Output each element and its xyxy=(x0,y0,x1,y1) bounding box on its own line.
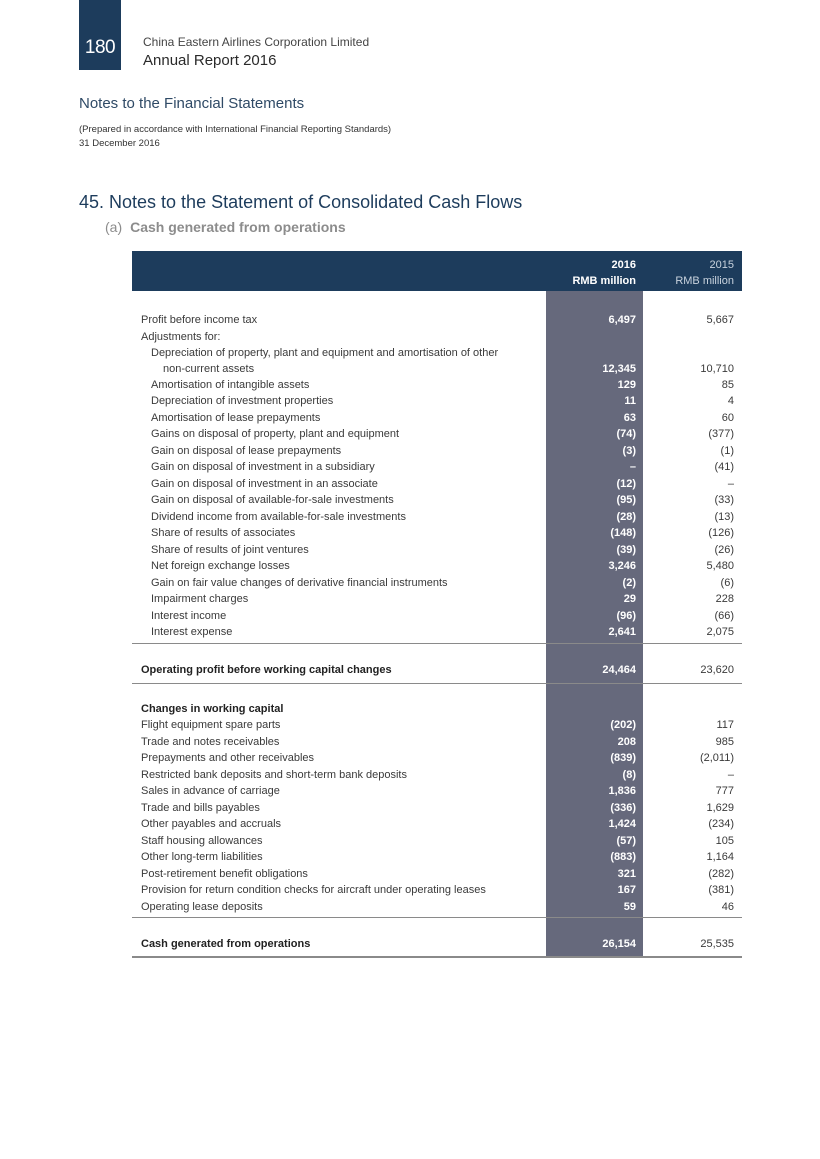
value-2016: 2,641 xyxy=(608,626,636,638)
table-row xyxy=(132,445,742,461)
value-2016: 24,464 xyxy=(602,664,636,676)
value-2015: 5,667 xyxy=(706,314,734,326)
row-label: Share of results of associates xyxy=(151,527,296,539)
value-2016: 11 xyxy=(624,395,636,407)
table-row xyxy=(132,901,742,917)
table-row xyxy=(132,938,742,954)
row-label: Restricted bank deposits and short-term bank deposits xyxy=(141,769,407,781)
table-row xyxy=(132,461,742,477)
statement-date: 31 December 2016 xyxy=(79,138,160,149)
table-row xyxy=(132,752,742,768)
row-label: Gain on disposal of investment in an associate xyxy=(151,478,378,490)
row-label: Other payables and accruals xyxy=(141,818,282,830)
row-label: non-current assets xyxy=(163,363,255,375)
table-row xyxy=(132,544,742,560)
value-2016: (202) xyxy=(610,719,636,731)
value-2016: (148) xyxy=(610,527,636,539)
row-label: Profit before income tax xyxy=(141,314,258,326)
value-2015: 777 xyxy=(715,785,734,797)
col-header-2015: 2015 xyxy=(709,259,734,271)
value-2015: 2,075 xyxy=(706,626,734,638)
value-2015: (2,011) xyxy=(699,752,734,764)
table-row xyxy=(132,818,742,834)
col-unit-2016: RMB million xyxy=(572,275,636,287)
value-2016: 26,154 xyxy=(602,938,636,950)
value-2015: 85 xyxy=(721,379,734,391)
value-2016: (57) xyxy=(616,835,636,847)
row-label: Gain on disposal of lease prepayments xyxy=(151,445,342,457)
value-2015: 1,629 xyxy=(706,802,734,814)
row-label: Net foreign exchange losses xyxy=(151,560,290,572)
row-label: Changes in working capital xyxy=(141,703,284,715)
row-label: Dividend income from available-for-sale investments xyxy=(151,511,406,523)
table-row xyxy=(132,610,742,626)
value-2015: (1) xyxy=(720,445,734,457)
prepared-note: (Prepared in accordance with International Financial Reporting Standards) xyxy=(79,124,392,135)
table-row xyxy=(132,626,742,642)
value-2016: 12,345 xyxy=(602,363,636,375)
col-unit-2015: RMB million xyxy=(675,275,734,287)
row-label: Operating lease deposits xyxy=(141,901,263,913)
table-row xyxy=(132,884,742,900)
value-2016: (336) xyxy=(610,802,636,814)
value-2016: 208 xyxy=(617,736,636,748)
row-label: Flight equipment spare parts xyxy=(141,719,281,731)
table-row xyxy=(132,395,742,411)
row-label: Post-retirement benefit obligations xyxy=(141,868,308,880)
value-2015: (26) xyxy=(714,544,734,556)
row-label: Other long-term liabilities xyxy=(141,851,263,863)
table-row xyxy=(132,511,742,527)
row-label: Trade and notes receivables xyxy=(141,736,280,748)
table-row xyxy=(132,560,742,576)
row-label: Gain on fair value changes of derivative financial instruments xyxy=(151,577,448,589)
table-row xyxy=(132,664,742,680)
value-2016: 129 xyxy=(617,379,636,391)
table-row xyxy=(132,428,742,444)
table-row xyxy=(132,769,742,785)
table-row xyxy=(132,785,742,801)
value-2016: 321 xyxy=(617,868,636,880)
value-2016: 1,836 xyxy=(608,785,636,797)
table-row xyxy=(132,703,742,719)
row-label: Depreciation of investment properties xyxy=(151,395,334,407)
value-2016: (12) xyxy=(616,478,636,490)
value-2015: (66) xyxy=(714,610,734,622)
value-2015: 25,535 xyxy=(700,938,734,950)
note-subtitle xyxy=(105,219,346,235)
page-number: 180 xyxy=(79,0,121,70)
table-row xyxy=(132,593,742,609)
value-2016: (39) xyxy=(616,544,636,556)
value-2015: – xyxy=(727,769,734,781)
value-2015: 985 xyxy=(715,736,734,748)
row-label: Gains on disposal of property, plant and equipment xyxy=(151,428,400,440)
value-2015: – xyxy=(727,478,734,490)
table-row xyxy=(132,347,742,363)
value-2015: (282) xyxy=(708,868,734,880)
row-label: Share of results of joint ventures xyxy=(151,544,309,556)
value-2016: 1,424 xyxy=(608,818,636,830)
value-2016: – xyxy=(629,461,636,473)
col-header-2016: 2016 xyxy=(611,259,636,271)
section-title: Notes to the Financial Statements xyxy=(79,95,305,112)
subtitle-letter: (a) xyxy=(105,219,123,235)
row-label: Depreciation of property, plant and equipment and amortisation of other xyxy=(151,347,499,359)
table-row xyxy=(132,802,742,818)
value-2016: 3,246 xyxy=(608,560,636,572)
value-2015: (13) xyxy=(714,511,734,523)
value-2015: 23,620 xyxy=(700,664,734,676)
row-label: Staff housing allowances xyxy=(141,835,263,847)
value-2016: (839) xyxy=(610,752,636,764)
table-row xyxy=(132,363,742,379)
row-label: Interest expense xyxy=(151,626,233,638)
value-2015: (33) xyxy=(714,494,734,506)
table-row xyxy=(132,379,742,395)
value-2015: 117 xyxy=(716,719,734,731)
table-row xyxy=(132,577,742,593)
note-title: 45. Notes to the Statement of Consolidated Cash Flows xyxy=(79,192,523,212)
value-2016: (74) xyxy=(616,428,636,440)
value-2015: (234) xyxy=(708,818,734,830)
table-row xyxy=(132,719,742,735)
value-2016: (95) xyxy=(616,494,636,506)
row-label: Provision for return condition checks for aircraft under operating leases xyxy=(141,884,486,896)
cash-flow-table xyxy=(132,251,742,961)
value-2015: 4 xyxy=(727,395,734,407)
row-label: Amortisation of intangible assets xyxy=(151,379,310,391)
value-2015: 10,710 xyxy=(700,363,734,375)
working-capital-rule xyxy=(132,917,742,918)
value-2016: (3) xyxy=(622,445,636,457)
value-2015: 60 xyxy=(721,412,734,424)
value-2016: 6,497 xyxy=(608,314,636,326)
value-2015: (126) xyxy=(708,527,734,539)
subtitle-text: Cash generated from operations xyxy=(130,219,346,235)
value-2016: 167 xyxy=(617,884,636,896)
row-label: Amortisation of lease prepayments xyxy=(151,412,321,424)
value-2016: (8) xyxy=(622,769,636,781)
value-2015: (6) xyxy=(720,577,734,589)
row-label: Gain on disposal of investment in a subsidiary xyxy=(151,461,375,473)
table-row xyxy=(132,314,742,330)
value-2015: 5,480 xyxy=(706,560,734,572)
value-2015: (41) xyxy=(714,461,734,473)
table-row xyxy=(132,868,742,884)
value-2016: (2) xyxy=(622,577,636,589)
value-2015: (381) xyxy=(708,884,734,896)
table-row xyxy=(132,835,742,851)
row-label: Impairment charges xyxy=(151,593,249,605)
value-2016: 59 xyxy=(623,901,636,913)
report-title: Annual Report 2016 xyxy=(143,52,277,69)
table-row xyxy=(132,527,742,543)
value-2015: 1,164 xyxy=(706,851,734,863)
row-label: Sales in advance of carriage xyxy=(141,785,280,797)
value-2016: (96) xyxy=(616,610,636,622)
table-row xyxy=(132,412,742,428)
row-label: Operating profit before working capital changes xyxy=(141,664,392,676)
subtotal-rule xyxy=(132,643,742,644)
value-2015: 105 xyxy=(715,835,734,847)
row-label: Trade and bills payables xyxy=(141,802,260,814)
row-label: Gain on disposal of available-for-sale investments xyxy=(151,494,394,506)
total-rule xyxy=(132,956,742,958)
value-2016: (883) xyxy=(610,851,636,863)
company-name: China Eastern Airlines Corporation Limited xyxy=(143,35,370,49)
value-2016: 63 xyxy=(623,412,636,424)
value-2016: 29 xyxy=(623,593,636,605)
value-2015: 46 xyxy=(721,901,734,913)
value-2016: (28) xyxy=(616,511,636,523)
table-header xyxy=(132,251,742,291)
row-label: Cash generated from operations xyxy=(141,938,311,950)
table-row xyxy=(132,851,742,867)
table-row xyxy=(132,331,742,347)
row-label: Interest income xyxy=(151,610,227,622)
value-2015: (377) xyxy=(708,428,734,440)
subtotal-rule-bottom xyxy=(132,683,742,684)
table-row xyxy=(132,478,742,494)
table-row xyxy=(132,736,742,752)
value-2015: 228 xyxy=(715,593,734,605)
table-row xyxy=(132,494,742,510)
row-label: Prepayments and other receivables xyxy=(141,752,315,764)
row-label: Adjustments for: xyxy=(141,331,221,343)
